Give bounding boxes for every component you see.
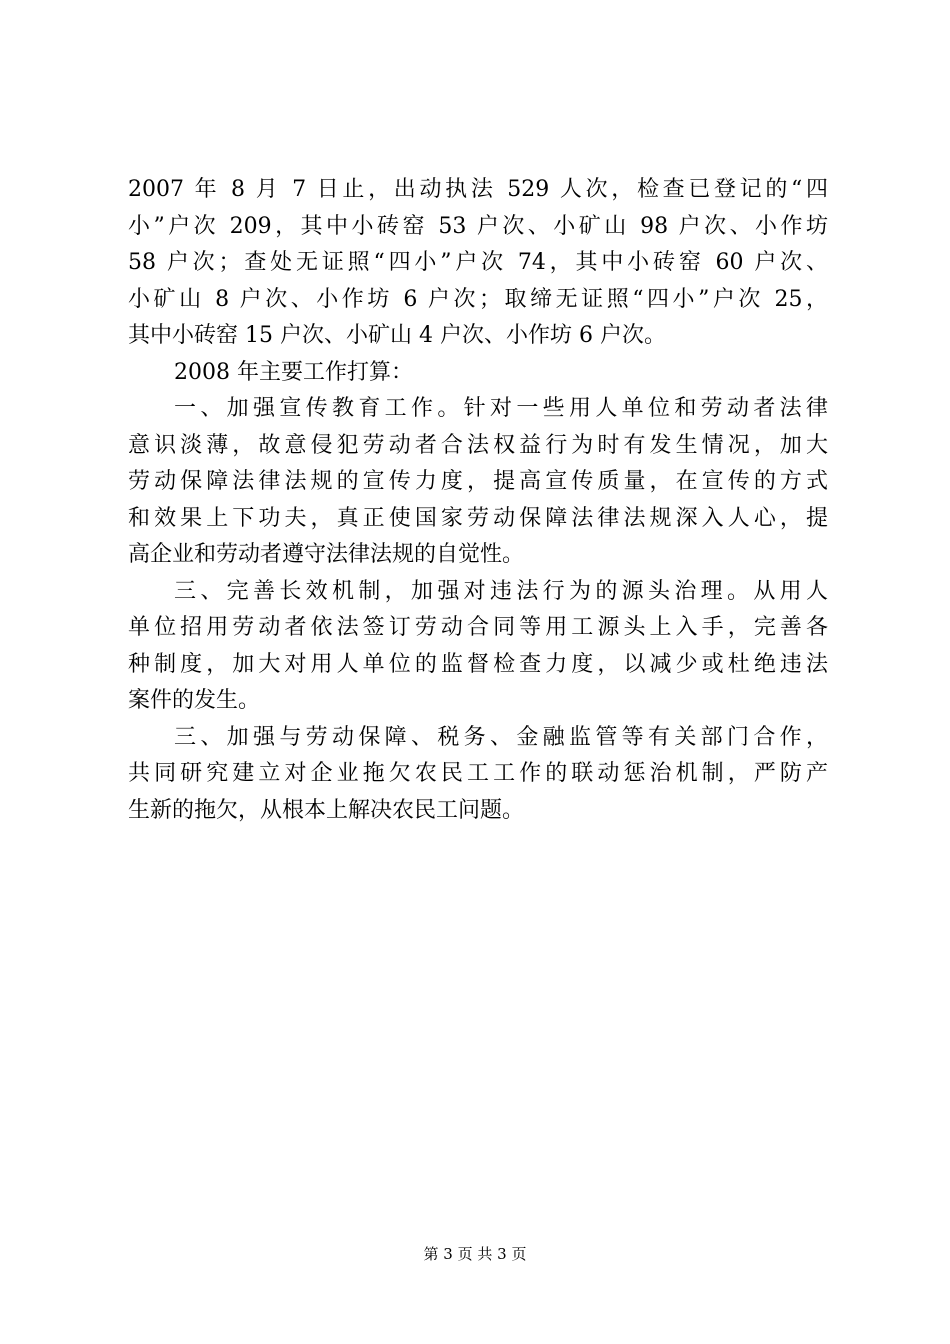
paragraph-item-one [128, 391, 828, 574]
text-line: 58 户次；查处无证照“四小”户次 74，其中小砖窑 60 户次、 [128, 250, 828, 275]
text-line: 种制度，加大对用人单位的监督检查力度，以减少或杜绝违法 [128, 651, 828, 677]
text-line: 小矿山 8 户次、小作坊 6 户次；取缔无证照“四小”户次 25， [128, 286, 828, 312]
text-line: 一、加强宣传教育工作。针对一些用人单位和劳动者法律 [174, 396, 828, 421]
section-heading: 2008 年主要工作打算： [174, 359, 413, 385]
paragraph-plan-heading [128, 355, 828, 392]
text-line: 共同研究建立对企业拖欠农民工工作的联动惩治机制，严防产 [128, 761, 828, 786]
page-footer: 第 3 页 共 3 页 [423, 1245, 527, 1263]
paragraph-item-cooperation [128, 720, 828, 830]
text-line: 劳动保障法律法规的宣传力度，提高宣传质量，在宣传的方式 [128, 469, 828, 494]
document-body [128, 172, 828, 829]
text-line: 其中小砖窑 15 户次、小矿山 4 户次、小作坊 6 户次。 [128, 323, 666, 348]
text-line: 案件的发生。 [128, 688, 261, 713]
text-line: 生新的拖欠，从根本上解决农民工问题。 [128, 797, 525, 823]
paragraph-statistics [128, 172, 828, 355]
text-line: 小”户次 209，其中小砖窑 53 户次、小矿山 98 户次、小作坊 [128, 213, 828, 239]
text-line: 和效果上下功夫，真正使国家劳动保障法律法规深入人心，提 [128, 505, 828, 531]
text-line: 三、完善长效机制，加强对违法行为的源头治理。从用人 [174, 578, 828, 604]
text-line: 2007 年 8 月 7 日止，出动执法 529 人次，检查已登记的“四 [128, 177, 828, 202]
text-line: 意识淡薄，故意侵犯劳动者合法权益行为时有发生情况，加大 [128, 432, 828, 458]
text-line: 单位招用劳动者依法签订劳动合同等用工源头上入手，完善各 [128, 615, 828, 640]
text-line: 高企业和劳动者遵守法律法规的自觉性。 [128, 542, 525, 567]
text-line: 三、加强与劳动保障、税务、金融监管等有关部门合作， [174, 724, 828, 750]
paragraph-item-mechanism [128, 574, 828, 720]
